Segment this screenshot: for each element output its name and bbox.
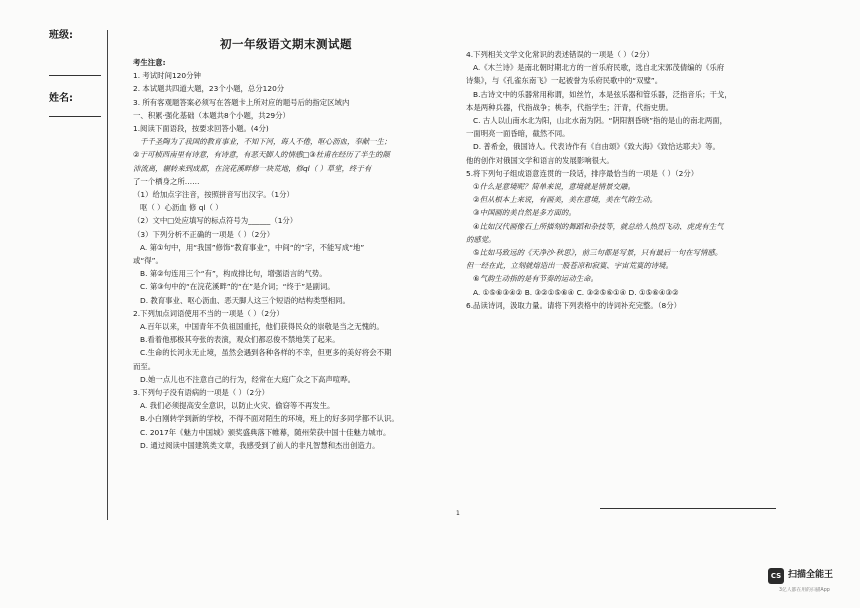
left-line: A.百年以来，中国青年不负祖国重托，他们获得民众的崇敬是当之无愧的。 <box>140 322 384 332</box>
right-line: A. ①⑤⑥③④② B. ③②①⑤⑥④ C. ③②⑤⑥①④ D. ①⑤⑥④③② <box>473 287 679 297</box>
right-line: 但一经在此，立刻就熔造出一股苍凉和寂寞、宇宙荒寞的诗境。 <box>466 261 673 271</box>
left-line: （3）下列分析不正确的一项是（ ）（2分） <box>133 229 275 239</box>
answer-line <box>600 508 776 509</box>
name-underline <box>49 116 101 117</box>
left-line: B.小白刚转学到新的学校，不得不面对陌生的环境，班上的好多同学都不认识。 <box>140 414 399 424</box>
left-line: 2. 本试题共四道大题，23个小题，总分120分 <box>133 84 285 94</box>
right-column <box>466 48 796 312</box>
left-line: C. 第③句中的“在浣花溪畔”的“在”是介词；“终于”是副词。 <box>140 282 335 292</box>
right-line: 诗集》，与《孔雀东南飞》一起被誉为乐府民歌中的“双璧”。 <box>466 76 663 86</box>
left-line: 而至。 <box>133 361 156 371</box>
left-line: 1.阅读下面语段，按要求回答小题。(4分) <box>133 124 269 134</box>
camscanner-tagline: 3亿人都在用的扫描App <box>779 588 830 593</box>
left-line: 或“得”。 <box>133 256 163 266</box>
right-line: 5.将下列句子组成语意连贯的一段话，排序最恰当的一项是（ ）（2分） <box>466 168 699 178</box>
right-line: ⑥气韵生动指的是有节奏的运动生命。 <box>473 274 598 284</box>
right-line: ②但从根本上来说，有画美，美在意境，美在气韵生动。 <box>473 195 658 205</box>
left-line: D. 教育事业、呕心沥血、恶天脚人这三个短语的结构类型相同。 <box>140 295 350 305</box>
left-line: D. 通过阅读中国建筑类文章，我感受到了前人的非凡智慧和杰出创造力。 <box>140 440 380 450</box>
left-line: （1）给加点字注音，按照拼音写出汉字。（1分） <box>133 190 294 200</box>
right-line: ⑤比如马致远的《天净沙·秋思》，前三句都是写景，只有最后一句在写情感。 <box>473 248 723 258</box>
name-label: 姓名: <box>49 93 73 104</box>
right-line: 一面明亮一面昏暗，截然不同。 <box>466 129 570 139</box>
left-line: B. 第②句连用三个“有”，构成排比句，增强语言的气势。 <box>140 269 327 279</box>
left-line: C. 2017年《魅力中国城》颁奖盛典落下帷幕，随州荣获中国十佳魅力城市。 <box>140 427 391 437</box>
camscanner-logo-icon: CS <box>768 568 784 584</box>
left-line: D.她一点儿也不注意自己的行为，经常在大庭广众之下高声喧哗。 <box>140 374 355 384</box>
right-line: 的感觉。 <box>466 234 496 244</box>
right-line: 本是两种兵器，代指战争；桃李，代指学生；汗青，代指史册。 <box>466 102 673 112</box>
left-line: 一、积累·强化基础（本题共8个小题，共29分） <box>133 110 290 120</box>
binding-line <box>107 30 108 520</box>
right-line: A.《木兰诗》是南北朝时期北方的一首乐府民歌，选自北宋郭茂倩编的《乐府 <box>473 63 725 73</box>
exam-title: 初一年级语文期末测试题 <box>220 37 352 51</box>
left-line: A. 我们必须提高安全意识，以防止火灾、偷窃等不再发生。 <box>140 401 335 411</box>
left-line: C.生命的长河永无止境，虽然会遇到各种各样的不幸，但更多的美好将会不期 <box>140 348 392 358</box>
left-line: 考生注意: <box>133 58 166 67</box>
left-line: 1. 考试时间120分钟 <box>133 71 201 81</box>
right-line: ①什么是意境呢？简单来说，意境就是情景交融。 <box>473 182 635 192</box>
left-line: ②于可桢西南里有诗意，有诗意，有恶天脚人的情感□③杜甫在经历了半生的颠 <box>133 150 390 160</box>
left-line: 了一个栖身之所…… <box>133 176 200 186</box>
right-line: ③中国画的美自然是多方面的。 <box>473 208 576 218</box>
class-underline <box>49 75 101 76</box>
left-line: 2.下列加点词语使用不当的一项是（ ）（2分） <box>133 308 284 318</box>
left-line: 3.下列句子没有语病的一项是（ ）（2分） <box>133 388 270 398</box>
camscanner-name: 扫描全能王 <box>788 570 834 580</box>
left-line: A. 第①句中，用“我国”修饰“教育事业”，中间“的”字，不能写成“地” <box>140 242 365 252</box>
right-line: C. 古人以山南水北为阳，山北水南为阴。“阴阳割昏晓”指的是山的南北两面， <box>473 116 728 126</box>
right-line: D. 普希金，俄国诗人。代表诗作有《自由颂》《致大海》《致恰达耶夫》等。 <box>473 142 720 152</box>
class-label: 班级: <box>49 30 73 41</box>
left-line: 千千圣陶为了我国的教育事业，不知下河，诲人不倦，呕心沥血，奉献一生； <box>140 137 392 147</box>
right-line: 4.下列相关文学文化常识的表述错误的一项是（ ）（2分） <box>466 50 654 59</box>
left-line: 沛流离，辗转来到成都，在浣花溪畔修一块荒地，修ql（ ）草堂，终于有 <box>133 163 372 173</box>
right-line: ④比如汉代画像石上所描刻的舞蹈和杂技等，就总给人热烈飞动、虎虎有生气 <box>473 221 724 231</box>
left-line: B.看着他那极其夸张的表演，观众们都忍俊不禁地笑了起来。 <box>140 335 340 345</box>
page-number: 1 <box>456 510 460 517</box>
right-line: 他的创作对俄国文学和语言的发展影响很大。 <box>466 155 614 165</box>
left-line: 3. 所有客观题答案必须写在答题卡上所对应的题号后的指定区域内 <box>133 97 350 107</box>
left-line: （2）文中□处应填写的标点符号为______（1分） <box>133 216 298 226</box>
right-line: 6.品读诗词，汲取力量。请将下列表格中的诗词补充完整。（8分） <box>466 300 681 310</box>
right-line: B.古诗文中的乐器常用称谓，如丝竹，本是弦乐器和管乐器，泛指音乐；干戈， <box>473 89 732 99</box>
left-line: 呕（ ）心沥血 修 ql（ ） <box>140 203 223 213</box>
left-column <box>133 56 453 452</box>
